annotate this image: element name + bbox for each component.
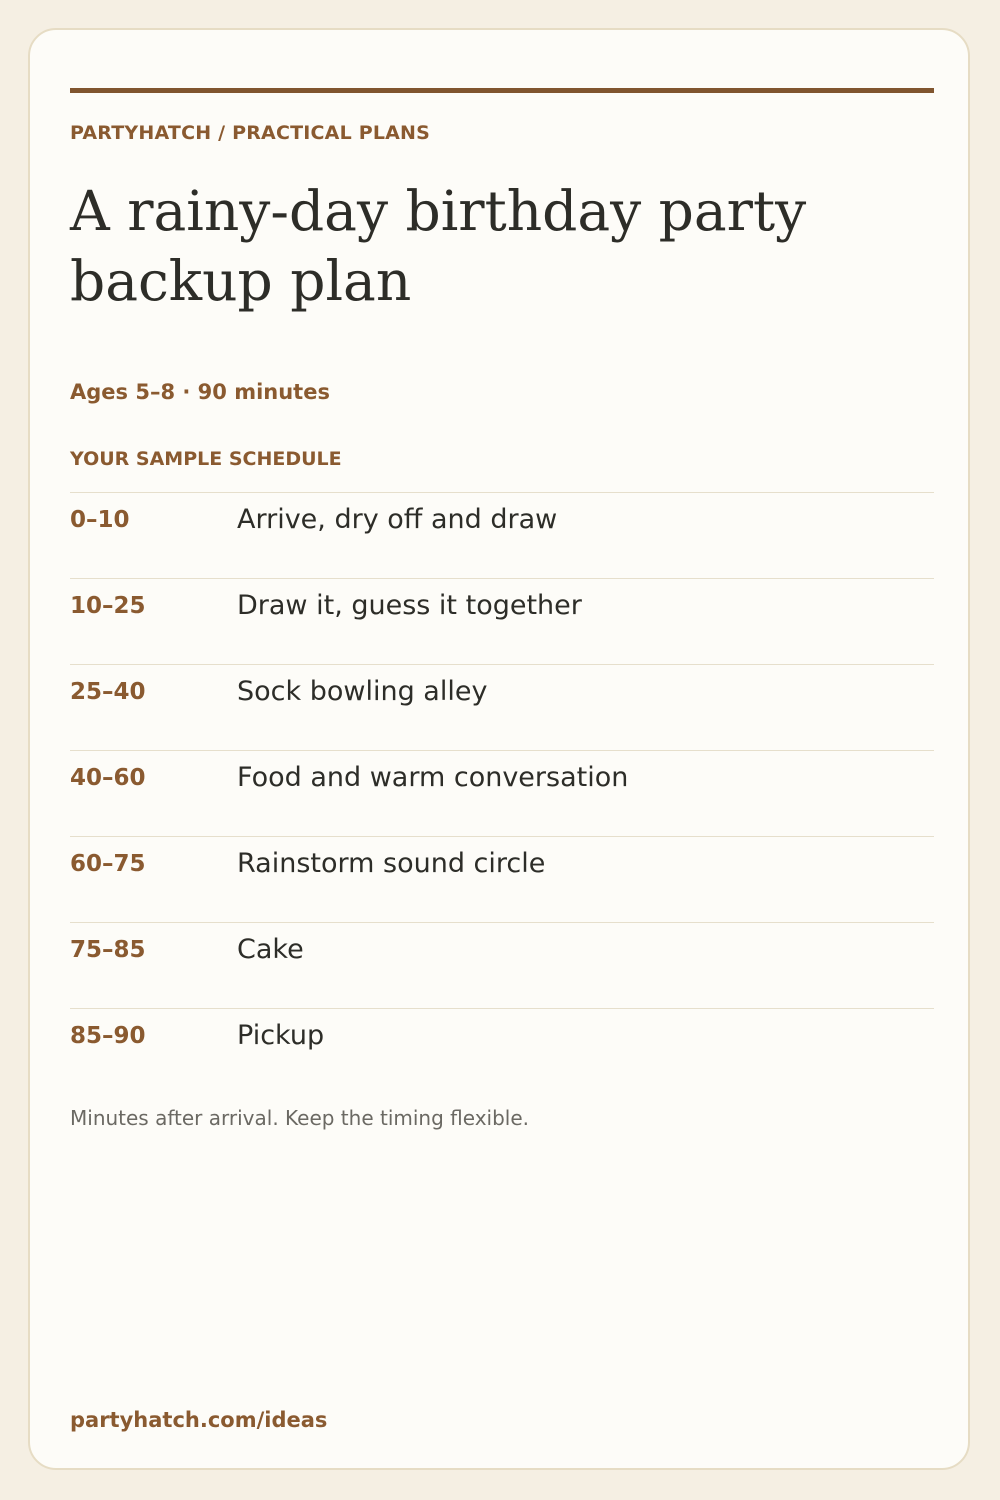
schedule-activity: Draw it, guess it together <box>237 590 582 621</box>
schedule-time: 75–85 <box>70 937 146 963</box>
schedule-row <box>70 578 934 664</box>
schedule-time: 10–25 <box>70 593 146 619</box>
schedule-row <box>70 750 934 836</box>
schedule-activity: Rainstorm sound circle <box>237 848 546 879</box>
page-title: A rainy-day birthday party backup plan <box>70 179 807 313</box>
schedule-activity: Cake <box>237 934 304 965</box>
schedule-row <box>70 664 934 750</box>
schedule-time: 85–90 <box>70 1023 146 1049</box>
schedule-activity: Pickup <box>237 1020 325 1051</box>
breadcrumb: PARTYHATCH / PRACTICAL PLANS <box>70 122 431 144</box>
schedule-row <box>70 1008 934 1094</box>
schedule-row <box>70 922 934 1008</box>
schedule-activity: Sock bowling alley <box>237 676 488 707</box>
schedule-section-label: YOUR SAMPLE SCHEDULE <box>70 448 342 470</box>
site-link[interactable]: partyhatch.com/ideas <box>70 1408 328 1432</box>
plan-card <box>28 28 970 1470</box>
schedule-activity: Food and warm conversation <box>237 762 629 793</box>
schedule-time: 0–10 <box>70 507 130 533</box>
top-rule <box>70 88 934 93</box>
schedule-list <box>70 492 934 1094</box>
schedule-time: 40–60 <box>70 765 146 791</box>
schedule-row <box>70 836 934 922</box>
schedule-activity: Arrive, dry off and draw <box>237 504 558 535</box>
schedule-time: 25–40 <box>70 679 146 705</box>
schedule-time: 60–75 <box>70 851 146 877</box>
schedule-footnote: Minutes after arrival. Keep the timing flexible. <box>70 1106 530 1130</box>
schedule-row <box>70 492 934 578</box>
age-duration-meta: Ages 5–8 · 90 minutes <box>70 380 330 404</box>
